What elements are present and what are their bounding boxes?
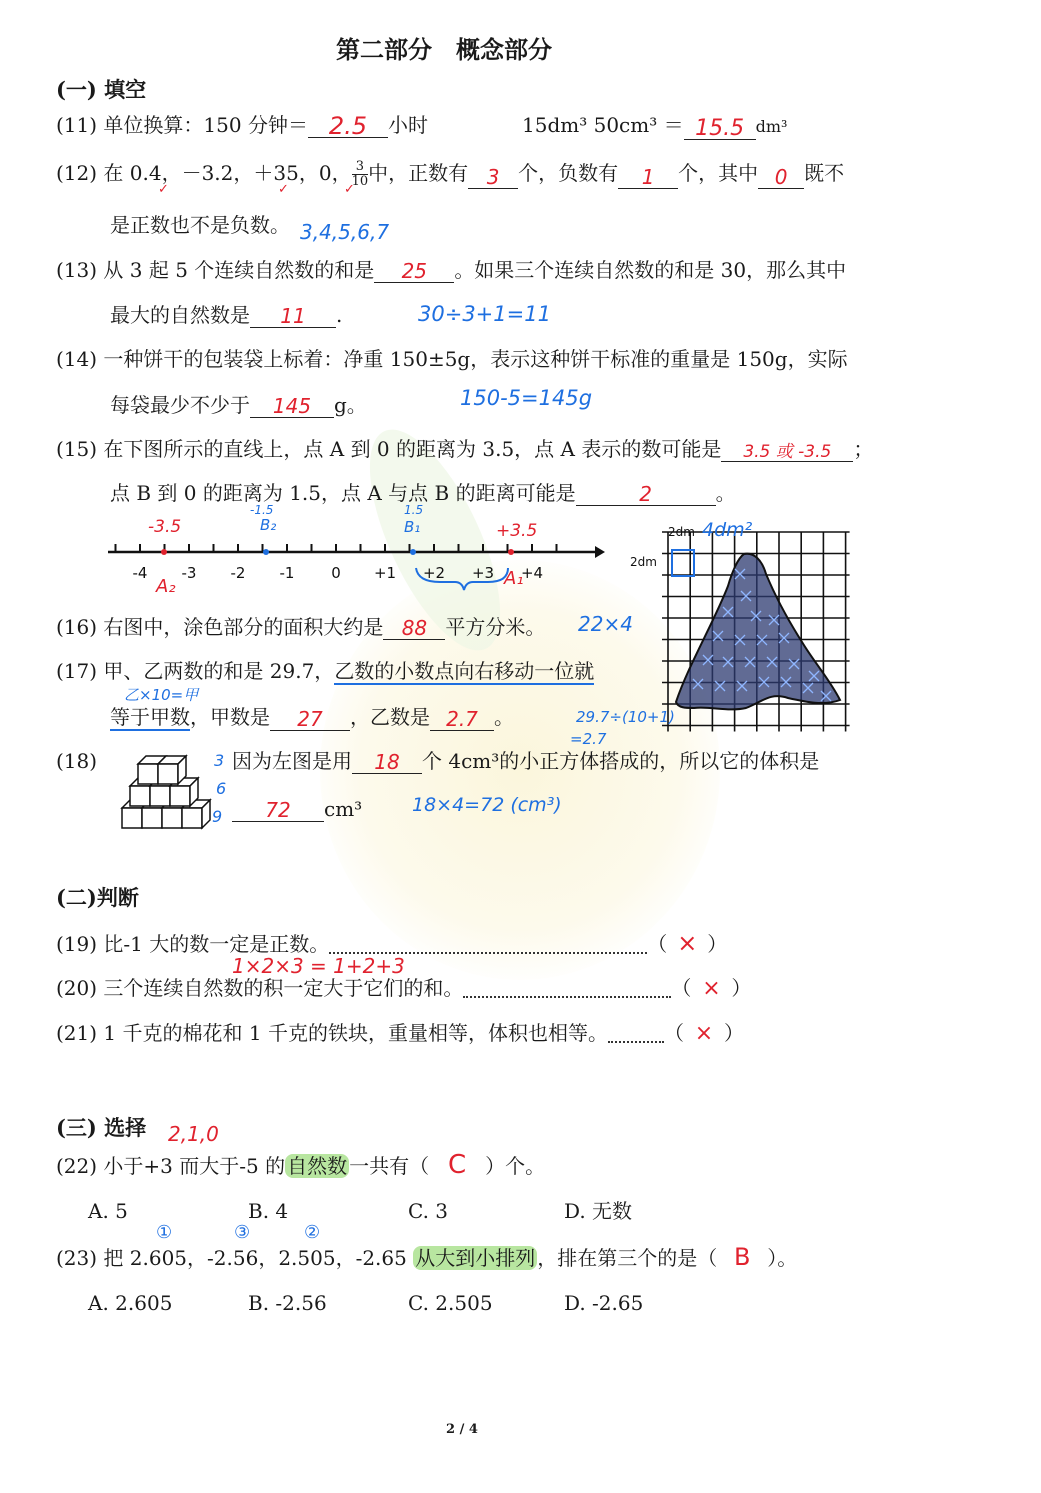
cube-front <box>130 786 150 806</box>
q18-answer-1: 18 <box>374 750 400 774</box>
q23-mark-1: ① <box>156 1222 173 1243</box>
q18-note: 18×4=72 (cm³) <box>412 794 562 816</box>
label-a1: A₁ <box>504 568 524 589</box>
cube-stack-figure <box>118 746 230 842</box>
q11-answer-1: 2.5 <box>328 112 368 140</box>
q12-answer-3: 0 <box>774 165 788 189</box>
q15-text-3: 。 <box>715 481 736 505</box>
question-11b <box>522 112 787 140</box>
q11-unit-1: 小时 <box>387 113 428 137</box>
point-b1 <box>410 549 416 555</box>
q19-answer: × <box>677 929 698 957</box>
q12-answer-1: 3 <box>486 165 500 189</box>
q12-frac-den: 10 <box>351 174 369 189</box>
q11-number: (11) <box>56 113 98 137</box>
question-11 <box>56 112 428 138</box>
judge-item-20: (20) 三个连续自然数的积一定大于它们的和。 （ × ） <box>56 976 752 1001</box>
q18-unit: cm³ <box>324 797 363 821</box>
page-number: 2 / 4 <box>446 1422 478 1437</box>
q17-text-3: ，乙数是 <box>350 705 430 729</box>
q23-option-a: A. 2.605 <box>88 1291 173 1315</box>
q21-answer: × <box>694 1021 714 1046</box>
q23-mark-3: ② <box>304 1222 321 1243</box>
q16-text-2: 平方分米。 <box>445 615 546 639</box>
cube-front <box>162 808 182 828</box>
q21-number: (21) <box>56 1021 98 1045</box>
q20-answer: × <box>702 976 721 1001</box>
q17-line-2 <box>110 704 514 731</box>
q17-note-right: 29.7÷(10+1) <box>576 708 675 726</box>
label-b1: B₁ <box>404 518 421 536</box>
q13-text-3: . <box>336 303 343 327</box>
q20-text: 三个连续自然数的积一定大于它们的和。 <box>103 976 464 1000</box>
q21-dots <box>608 1027 664 1043</box>
q17-blank-1 <box>270 706 350 731</box>
q17-note-top: 乙×10=甲 <box>124 686 199 704</box>
q15-text-1: 在下图所示的直线上，点 A 到 0 的距离为 3.5，点 A 表示的数可能是 <box>103 437 722 461</box>
q16-text-1: 右图中，涂色部分的面积大约是 <box>103 615 384 639</box>
cube-front <box>122 808 142 828</box>
q22-highlight: 自然数 <box>287 1154 348 1178</box>
q18-line-2 <box>232 796 362 822</box>
section2-note: 1×2×3 = 1+2+3 <box>232 954 405 978</box>
q22-answer: C <box>448 1150 467 1180</box>
q16-note: 22×4 <box>578 612 633 636</box>
q12-frac-num: 3 <box>352 160 369 175</box>
q18-text-2: 个 4cm³的小正方体搭成的，所以它的体积是 <box>422 749 820 773</box>
q11-blank-1 <box>308 113 388 138</box>
note-minus-3.5: -3.5 <box>148 517 182 537</box>
number-line-tick-label: -2 <box>230 564 246 582</box>
point-b2 <box>263 549 269 555</box>
question-13 <box>56 257 846 283</box>
q15-number: (15) <box>56 437 98 461</box>
q14-line2-text: 每袋最少不少于 <box>110 393 250 417</box>
q17-number: (17) <box>56 659 98 683</box>
q22-text-3: ）个。 <box>485 1154 546 1178</box>
q15-answer-1: 3.5 或 -3.5 <box>743 442 832 462</box>
q12-number: (12) <box>56 161 98 185</box>
q23-mark-2: ③ <box>234 1222 251 1243</box>
q13-line-2 <box>110 302 342 328</box>
grid-note: 4dm² <box>702 519 753 541</box>
q12-blank-2 <box>618 164 678 189</box>
question-15 <box>56 436 873 462</box>
number-line <box>100 500 610 600</box>
q15-blank-1 <box>721 437 853 462</box>
q13-number: (13) <box>56 258 98 282</box>
q19-dots <box>329 938 647 954</box>
worksheet-page: 第二部分 概念部分 (一) 填空 (11) 单位换算：150 分钟＝ 2.5 小时 15dm³ 50cm³ ＝ 15.5 dm³ (12) 在 0.4，－3.2，＋35，0， $\frac{3}{10}$ 中，正数有 3 个，负数有 1 个，其中 0 既不 ✓ ✓ ✓ 是正数也不是负数。 3,4,5,6,7 (13) 从 3 起 5 个连续自然数的和是 25 。如果三个连续自然数的和是 30，那么其中 最大的自然数是 11 . 30÷3+1=11 (14) 一种饼干的包装袋上标着：净重 150±5g，表示这种饼干标准的重量是 150g，实际 每袋最少不少于 145 g。 150-5=145g (15) 在下图所示的直线上，点 A 到 0 的距离为 3.5，点 A 表示的数可能是 3.5 或 -3.5 ； 点 B 到 0 的距离为 1.5，点 A 与点 B 的距离可能是 2 。 -4 -3 -2 -1 0 +1 +2 +3 +4 -3.5 A₂ -1.5 B₂ 1.5 B₁ +3.5 A₁ 2dm 2dm 4dm² (16) 右图中，涂色部分的面积大约是 88 平方分米。 22×4 (17) 甲、乙两数的和是 29.7，乙数的小数点向右移动一位就 乙×10=甲 等于甲数，甲数是 27 ，乙数是 2.7 。 29.7÷(10+1) =2.7 (18) 3 6 9 因为左图是用 18 个 4cm³的小正方体搭成的，所以它的体积是 72 cm³ 18×4=72 (cm³) (二)判断 (19) 比-1 大的数一定是正数。 （ × ） 1×2×3 = 1+2+3 (20) 三个连续自然数的积一定大于它们的和。 （ × ） (21) 1 千克的棉花和 1 千克的铁块，重量相等，体积也相等。 （ × ） (三) 选择 2,1,0 (22) 小于+3 而大于-5 的 自然数 一共有（ C ）个。 A. 5 B. 4 C. 3 D. 无数 ① ③ ② (23) 把 2.605，-2.56，2.505，-2.65 从大到小排列 ，排在第三个的是（ B ）。 A. 2.605 B. -2.56 C. 2.505 D. -2.65 2 / 4 <box>0 0 1041 1493</box>
q20-dots <box>463 982 671 998</box>
q16-answer: 88 <box>401 616 428 640</box>
section3-note: 2,1,0 <box>168 1122 219 1146</box>
q13-line2-text: 最大的自然数是 <box>110 303 250 327</box>
section-2-heading: (二)判断 <box>56 885 139 910</box>
q12-blank-1 <box>468 164 518 189</box>
q23-option-c: C. 2.505 <box>408 1291 493 1315</box>
page-title: 第二部分 概念部分 <box>336 35 552 64</box>
q13-blank-2 <box>250 303 336 328</box>
side-count-2: 6 <box>216 779 227 798</box>
cube-front <box>158 764 178 784</box>
q14-blank <box>250 393 334 418</box>
q17-text-1: 甲、乙两数的和是 29.7， <box>103 659 335 683</box>
q21-text: 1 千克的棉花和 1 千克的铁块，重量相等，体积也相等。 <box>103 1021 608 1045</box>
q11-text: 单位换算：150 分钟＝ <box>103 113 308 137</box>
note-plus-3.5: +3.5 <box>496 521 538 541</box>
q14-text-2: g。 <box>334 393 367 417</box>
note-minus-1.5: -1.5 <box>250 503 274 517</box>
q23-text-3: ）。 <box>767 1246 798 1270</box>
q23-highlight: 从大到小排列 <box>415 1246 536 1270</box>
q19-number: (19) <box>56 932 98 956</box>
q17-text-4: 。 <box>494 705 514 729</box>
judge-item-21: (21) 1 千克的棉花和 1 千克的铁块，重量相等，体积也相等。 （ × ） <box>56 1021 744 1046</box>
q17-answer-1: 27 <box>297 707 323 731</box>
q17-answer-2: 2.7 <box>446 707 478 731</box>
number-line-tick-label: -3 <box>181 564 197 582</box>
q20-number: (20) <box>56 976 98 1000</box>
q23-number: (23) <box>56 1246 98 1270</box>
q17-line2-underlined: 等于甲数 <box>110 705 190 729</box>
judge-item-19: (19) 比-1 大的数一定是正数。 （ × ） <box>56 929 728 957</box>
area-grid-figure <box>628 516 854 738</box>
side-count-1: 3 <box>214 751 225 770</box>
q16-blank <box>383 615 445 640</box>
q17-note-right-2: =2.7 <box>570 730 607 748</box>
q12-blank-3 <box>758 164 804 189</box>
question-12 <box>56 160 844 189</box>
q14-line-2 <box>110 392 367 418</box>
q12-text-1: 在 0.4，－3.2，＋35，0， <box>103 161 352 185</box>
q12-line-2: 是正数也不是负数。 <box>110 213 290 237</box>
question-17 <box>56 658 594 684</box>
q13-text-1: 从 3 起 5 个连续自然数的和是 <box>103 258 375 282</box>
section-1-heading: (一) 填空 <box>56 77 147 102</box>
q13-answer-2: 11 <box>280 304 306 328</box>
q12-text-2: 中，正数有 <box>368 161 469 185</box>
label-b2: B₂ <box>260 516 277 534</box>
q22-option-d: D. 无数 <box>564 1199 633 1223</box>
q14-note: 150-5=145g <box>460 386 593 410</box>
number-line-tick-label: +4 <box>520 564 544 582</box>
q13-answer-1: 25 <box>401 259 428 283</box>
q17-text-2: ，甲数是 <box>190 705 270 729</box>
label-a2: A₂ <box>156 576 176 597</box>
number-line-tick-label: 0 <box>331 564 341 582</box>
q18-text-1: 因为左图是用 <box>232 749 352 773</box>
q12-text-4: 个，其中 <box>678 161 759 185</box>
question-23 <box>56 1244 797 1271</box>
q16-number: (16) <box>56 615 98 639</box>
number-line-tick-label: -4 <box>132 564 148 582</box>
number-line-tick-label: +2 <box>422 564 446 582</box>
q22-option-a: A. 5 <box>88 1199 128 1223</box>
q22-number: (22) <box>56 1154 98 1178</box>
section-3-heading: (三) 选择 <box>56 1115 147 1140</box>
q14-text-1: 一种饼干的包装袋上标着：净重 150±5g，表示这种饼干标准的重量是 150g，实际 <box>103 347 848 371</box>
q23-option-b: B. -2.56 <box>248 1291 327 1315</box>
q17-blank-2 <box>430 706 494 731</box>
q23-text-2: ，排在第三个的是（ <box>537 1246 718 1270</box>
q12-text-5: 既不 <box>804 161 845 185</box>
point-a1 <box>508 549 514 555</box>
q13-blank-1 <box>374 258 454 283</box>
side-count-3: 9 <box>212 807 223 826</box>
q19-text: 比-1 大的数一定是正数。 <box>103 932 330 956</box>
cube-front <box>150 786 170 806</box>
q18-number: (18) <box>56 749 98 773</box>
q23-answer: B <box>734 1243 751 1271</box>
q22-option-c: C. 3 <box>408 1199 449 1223</box>
q12-answer-2: 1 <box>641 165 655 189</box>
q11-blank-2 <box>684 115 756 140</box>
q17-underlined-text: 乙数的小数点向右移动一位就 <box>334 659 595 683</box>
q18-answer-2: 72 <box>265 798 291 822</box>
note-plus-1.5: 1.5 <box>404 503 424 517</box>
q12-text-3: 个，负数有 <box>518 161 619 185</box>
number-line-tick-label: +3 <box>471 564 495 582</box>
number-line-tick-label: +1 <box>373 564 397 582</box>
cube-front <box>182 808 202 828</box>
number-line-tick-label: -1 <box>279 564 295 582</box>
cube-front <box>142 808 162 828</box>
q15-answer-2: 2 <box>639 482 652 506</box>
q15-text-2: ； <box>853 437 874 461</box>
cube-front <box>170 786 190 806</box>
question-22 <box>56 1152 545 1179</box>
number-line-arrow <box>595 546 605 558</box>
q18-blank-2 <box>232 797 324 822</box>
q22-option-b: B. 4 <box>248 1199 289 1223</box>
point-a2 <box>161 549 167 555</box>
grid-label-top: 2dm <box>668 525 695 539</box>
q23-option-d: D. -2.65 <box>564 1291 644 1315</box>
q15-line2-text: 点 B 到 0 的距离为 1.5，点 A 与点 B 的距离可能是 <box>110 481 576 505</box>
q22-text-1: 小于+3 而大于-5 的 <box>103 1154 286 1178</box>
q18-blank-1 <box>352 749 422 774</box>
q13-note: 30÷3+1=11 <box>418 302 551 326</box>
cube-front <box>138 764 158 784</box>
q13-text-2: 。如果三个连续自然数的和是 30，那么其中 <box>454 258 847 282</box>
q11-answer-2: 15.5 <box>695 116 745 141</box>
question-16 <box>56 614 545 640</box>
question-14 <box>56 346 848 372</box>
grid-label-left: 2dm <box>630 555 657 569</box>
q11-text-2: 15dm³ 50cm³ ＝ <box>522 113 684 137</box>
q14-answer: 145 <box>272 394 312 418</box>
q23-text-1: 把 2.605，-2.56，2.505，-2.65 <box>103 1246 414 1270</box>
q12-note: 3,4,5,6,7 <box>300 220 390 244</box>
q14-number: (14) <box>56 347 98 371</box>
q11-unit-2: dm³ <box>755 117 788 136</box>
q22-text-2: 一共有（ <box>349 1154 430 1178</box>
question-18 <box>232 748 819 774</box>
